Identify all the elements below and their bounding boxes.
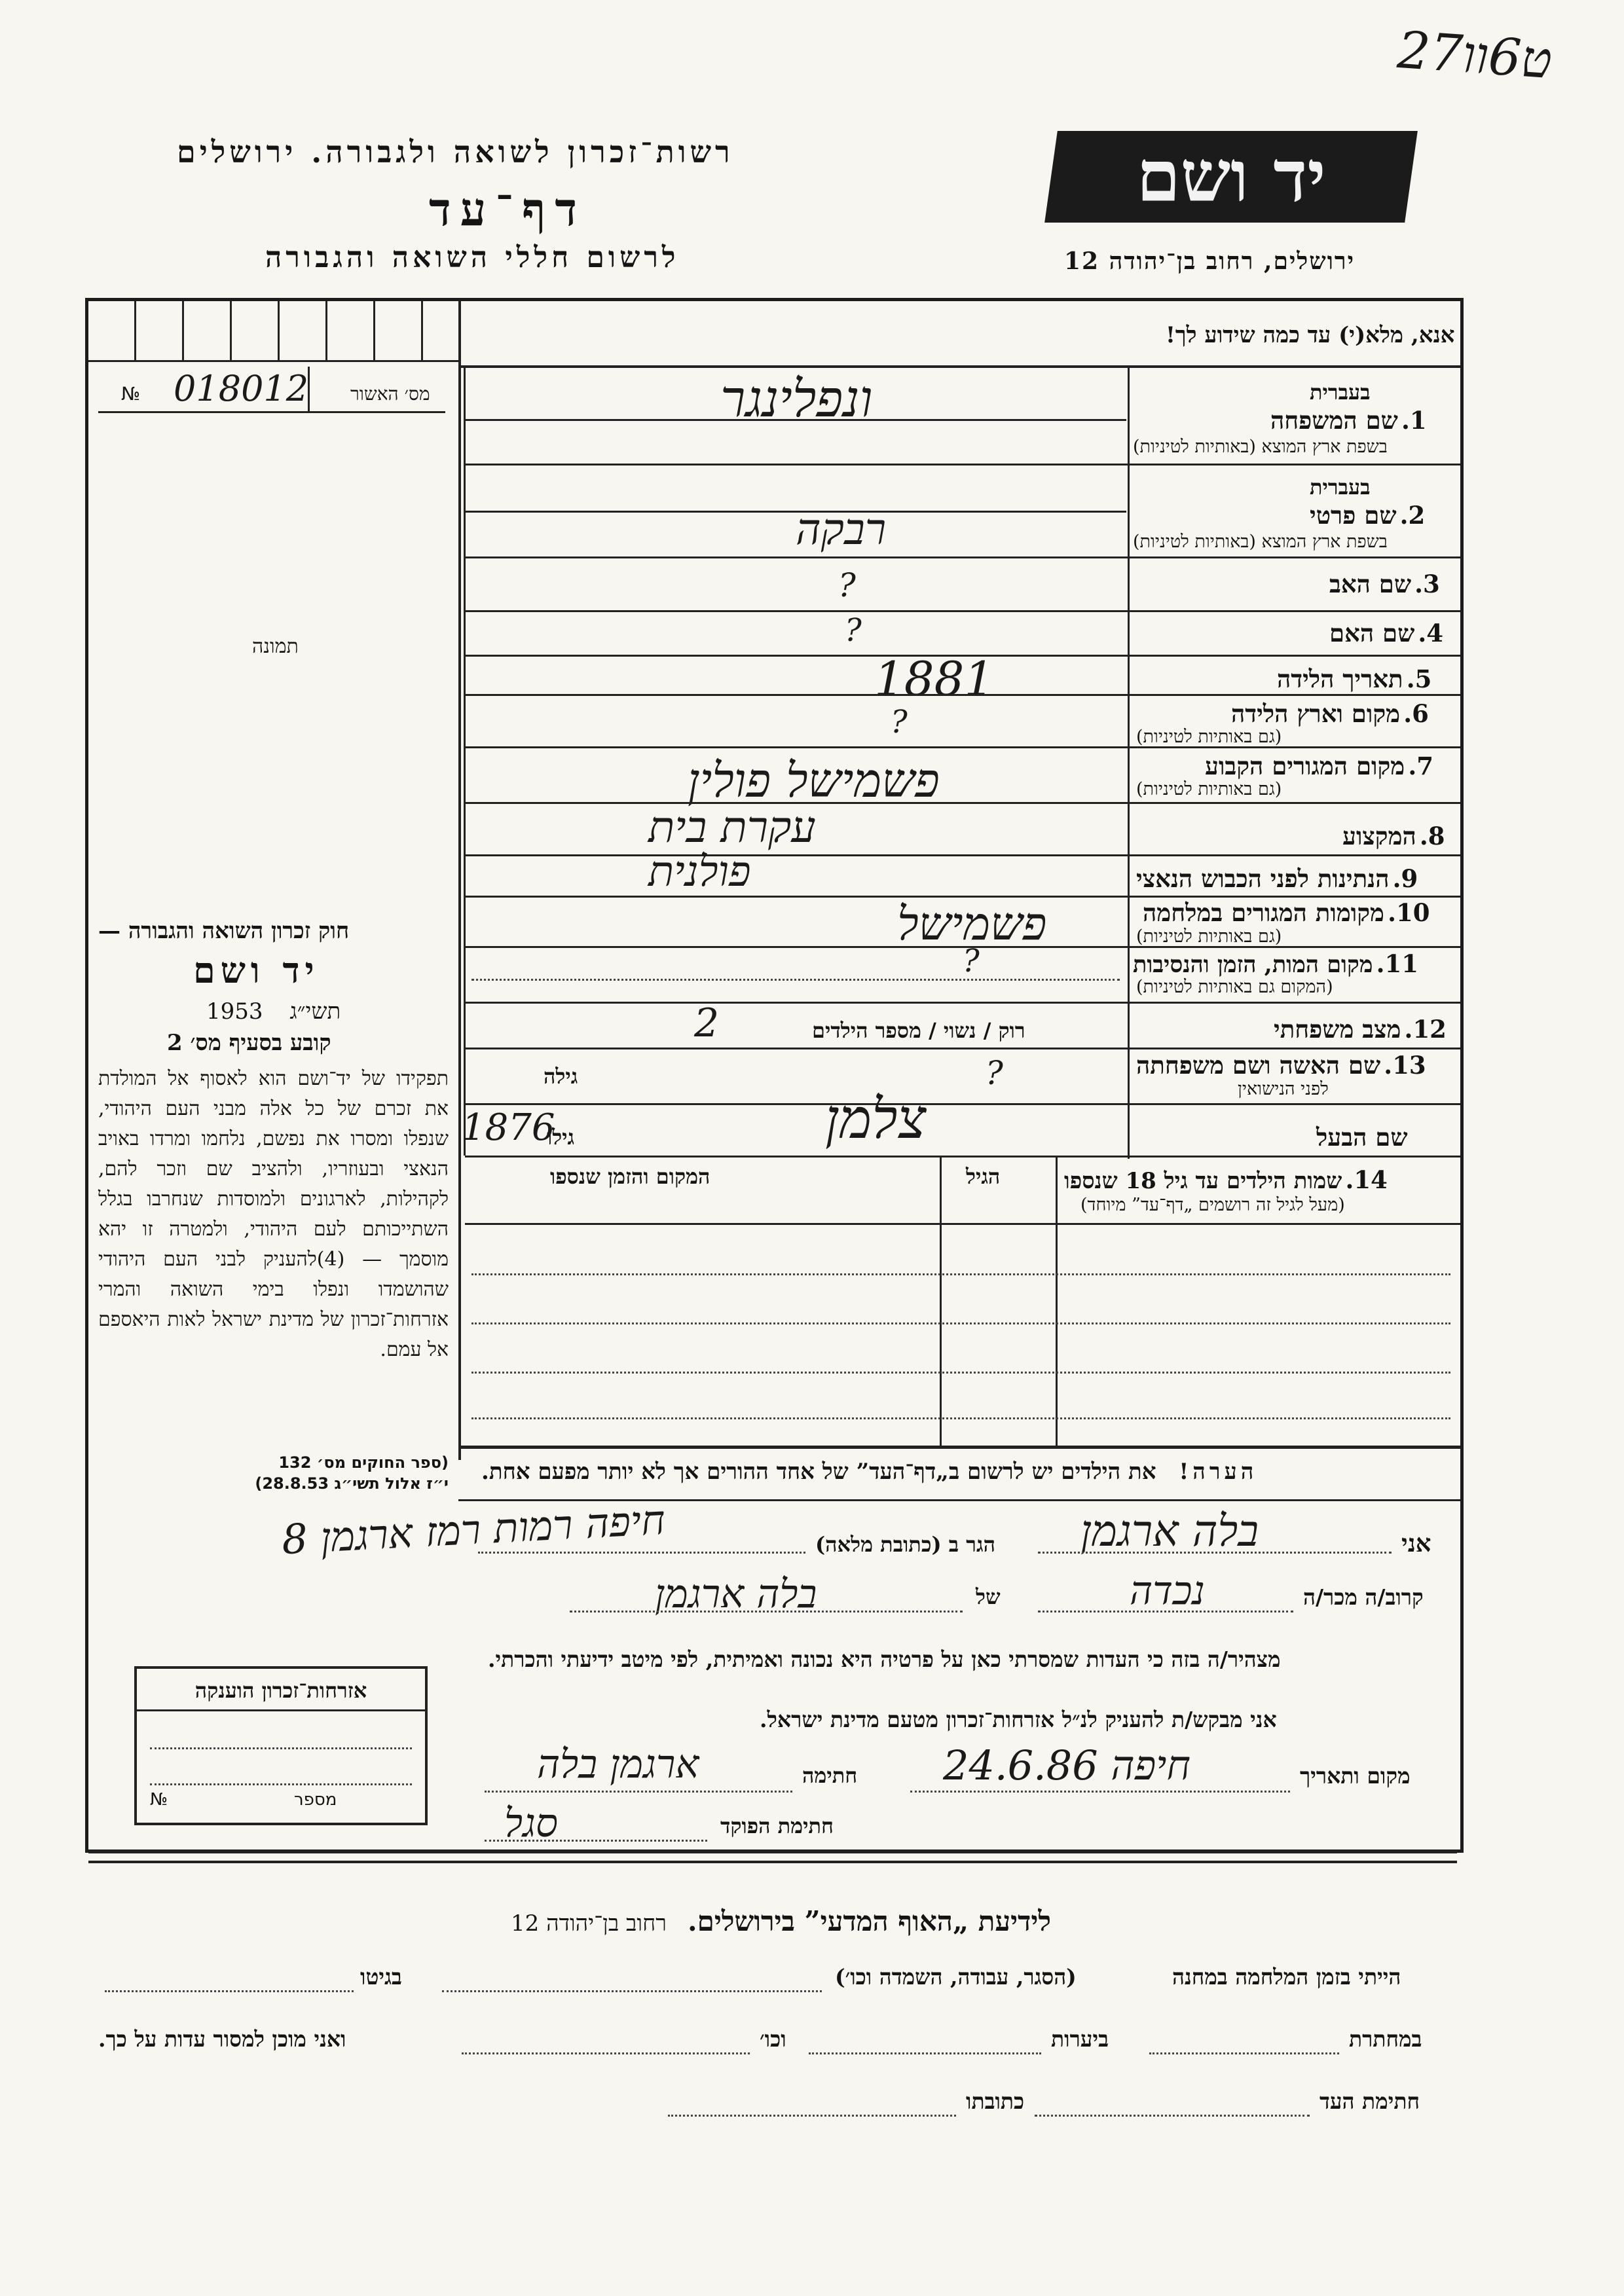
photo-label: תמונה (252, 635, 299, 658)
field9-title: הנתינות לפני הכבוש הנאצי (1136, 864, 1390, 893)
field7-label (1205, 752, 1433, 781)
field8-label (1342, 822, 1445, 851)
children-col-place: המקום והזמן שנספו (550, 1164, 710, 1189)
law-source-date: י״ז אלול תשי״ג 28.8.53) (255, 1474, 449, 1493)
law-body: תפקידו של יד־ושם הוא לאסוף אל המולדת את זכרם של כל אלה מבני העם היהודי, שנפלו ומסרו את נפשם, נלחמו ומרדו באויב הנאצי ובעוזריו, ולהציב שם וזכר להם, לקהילות, לארגונים ולמוסדות שנחרבו בגלל השתייכותם לעם היהודי, ולמטרה זו יהא מוסמך — (4)להעניק לבני העם היהודי שהושמדו ונפלו בימי השואה והמרי אזרחות־זכרון של מדינת ישראל לאות היאספם אל עמם. (98, 1067, 449, 1361)
field2-value: רבקה (796, 504, 887, 555)
declarant-name-dots (1038, 1552, 1392, 1554)
field12-options: רוק / נשוי / מספר הילדים (812, 1018, 1025, 1043)
field10-sub: (גם באותיות לטיניות) (1136, 926, 1282, 947)
footer-separator-2 (88, 1861, 1457, 1863)
children-row-4 (471, 1417, 1450, 1419)
footer-l3-dots-1 (1035, 2115, 1310, 2117)
field12-value: 2 (694, 1000, 720, 1046)
field1-number: 1. (1401, 406, 1427, 435)
field4-title: שם האם (1329, 619, 1415, 647)
field12-line (465, 1048, 1460, 1049)
label-column-divider (1128, 367, 1130, 1159)
declarant-resides-label: הגר ב (כתובת מלאה) (815, 1532, 995, 1557)
husband-age: 1876 (462, 1106, 555, 1149)
husband-label: שם הבעל (1316, 1123, 1408, 1152)
declarant-of-label: של (976, 1584, 1001, 1609)
field5-label (1277, 665, 1431, 694)
field11-dots (471, 979, 1120, 981)
law-year (206, 998, 341, 1025)
field11-value: ? (963, 943, 980, 979)
field1-value: ונפלינגר (720, 370, 873, 429)
field10-label (1143, 898, 1430, 928)
field5-number: 5. (1406, 665, 1432, 693)
field6-label (1231, 699, 1429, 729)
citizenship-box (134, 1666, 428, 1825)
field3-label (1329, 570, 1440, 599)
children-number: 14. (1345, 1165, 1388, 1194)
footer-l1-dots-1 (442, 1990, 822, 1992)
citizenship-dots-2 (150, 1783, 412, 1785)
children-col-label-divider (1056, 1157, 1058, 1446)
footer-l2-d: ואני מוכן למסור עדות על כך. (98, 2026, 346, 2052)
request-text: אני מבקש/ת להעניק לנ״ל אזרחות־זכרון מטעם מדינת ישראל. (760, 1707, 1277, 1732)
field13-value: ? (986, 1054, 1003, 1092)
field3-title: שם האב (1329, 570, 1412, 598)
signature-value: ארגמן בלה (537, 1741, 699, 1787)
footer-address: רחוב בן־יהודה 12 (511, 1910, 667, 1937)
logo-text: יד ושם (1136, 136, 1326, 218)
form-subtitle: לרשום חללי השואה והגבורה (265, 241, 680, 274)
children-title: שמות הילדים עד גיל 18 שנספו (1064, 1168, 1342, 1194)
footer-l2-a: במחתרת (1349, 2026, 1422, 2052)
declaration-text: מצהיר/ה בזה כי העדות שמסרתי כאן על פרטיה היא נכונה ואמיתית, לפי מיטב ידיעתי והכרתי. (488, 1647, 1281, 1672)
children-row-1 (471, 1273, 1450, 1275)
field12-title: מצב משפחתי (1274, 1015, 1401, 1044)
declarant-of-dots (570, 1611, 963, 1613)
children-row-2 (471, 1322, 1450, 1324)
field13-title: שם האשה ושם משפחתה (1136, 1051, 1381, 1080)
field4-value: ? (845, 612, 862, 649)
law-year-heb: תשי״ג (289, 998, 341, 1025)
field6-sub: (גם באותיות לטיניות) (1136, 727, 1282, 747)
field1-hebrew-tag: בעברית (1310, 380, 1371, 405)
field7-value: פשמישל פולין (688, 753, 940, 808)
field4-label (1329, 619, 1443, 648)
field1-sep (465, 464, 1460, 465)
field13-number: 13. (1384, 1051, 1426, 1080)
field13-age-label: גילה (544, 1064, 578, 1089)
field8-line (465, 854, 1460, 856)
footer-l2-dots-2 (809, 2052, 1041, 2054)
field1-line-a (465, 419, 1126, 421)
declarant-of-name: בלה ארגמן (655, 1571, 817, 1617)
authority-name: רשות־זכרון לשואה ולגבורה. ירושלים (177, 134, 734, 170)
husband-age-label: גילו (547, 1125, 575, 1150)
law-title: חוק זכרון השואה והגבורה — (98, 918, 350, 944)
field2-line-a (465, 511, 1126, 513)
field11-sub: (המקום גם באותיות לטיניות) (1136, 977, 1333, 997)
field6-title: מקום וארץ הלידה (1231, 699, 1401, 728)
footer-l2-c: וכו׳ (760, 2026, 786, 2052)
field1-label (1270, 406, 1427, 435)
registration-label: מס׳ האשור (350, 383, 430, 405)
official-signature-dots (485, 1840, 707, 1842)
field2-sub: בשפת ארץ המוצא (באותיות לטיניות) (1133, 532, 1388, 552)
children-col-age: הגיל (966, 1164, 1001, 1189)
citizenship-title: אזרחות־זכרון הוענקה (137, 1669, 425, 1711)
footer-l3-b: כתובתו (966, 2088, 1025, 2114)
registration-ticks (88, 301, 458, 362)
declarant-name: בלה ארגמן (1080, 1506, 1259, 1556)
field2-label (1310, 501, 1425, 530)
field11-label (1133, 949, 1418, 978)
citizenship-no: № (150, 1790, 168, 1810)
declarant-relative-label: קרוב/ה מכר/ה (1303, 1584, 1424, 1610)
field11-title: מקום המות, הזמן והנסיבות (1133, 951, 1373, 978)
declarant-relation: נכדה (1130, 1568, 1205, 1614)
field3-value: ? (838, 566, 856, 604)
field7-line (465, 802, 1460, 804)
registration-number: 018012 (174, 368, 309, 409)
note-text: את הילדים יש לרשום ב„דף־העד” של אחד ההורים אך לא יותר מפעם אחת. (481, 1459, 1156, 1485)
footer-title-row (511, 1905, 1051, 1938)
values-column-left (464, 367, 466, 1156)
header-address: ירושלים, רחוב בן־יהודה 12 (1064, 247, 1356, 275)
field13-sub: לפני הנישואין (1238, 1079, 1329, 1099)
note-top-line (458, 1447, 1460, 1449)
field12-label (1274, 1015, 1447, 1044)
field7-title: מקום המגורים הקבוע (1205, 752, 1405, 780)
footer-l1-a: הייתי בזמן המלחמה במחנה (1172, 1964, 1401, 1990)
footer-l2-dots-1 (1149, 2052, 1339, 2054)
field9-number: 9. (1392, 864, 1418, 893)
left-column-divider (458, 301, 461, 1460)
field7-sub: (גם באותיות לטיניות) (1136, 779, 1282, 799)
field10-title: מקומות המגורים במלחמה (1143, 898, 1384, 927)
registration-underline (98, 411, 445, 413)
signature-dots (485, 1791, 792, 1793)
citizenship-number-label: מספר (294, 1790, 337, 1810)
footer-separator-1 (88, 1851, 1457, 1853)
husband-name: צלמן (825, 1087, 927, 1151)
field1-title: שם המשפחה (1270, 406, 1398, 435)
footer-l1-c: בגיטו (360, 1964, 402, 1990)
archive-number: 27ט6וו (1395, 20, 1554, 91)
place-date-label: מקום ותאריך (1300, 1763, 1411, 1789)
field2-number: 2. (1399, 501, 1426, 530)
law-brand: יד ושם (193, 949, 320, 991)
declarant-i-label: אני (1401, 1529, 1431, 1558)
field4-number: 4. (1418, 619, 1444, 647)
footer-l1-b: (הסגר, עבודה, השמדה וכו׳) (835, 1964, 1077, 1990)
official-signature: סגל (504, 1800, 559, 1846)
official-signature-label: חתימת הפוקד (720, 1813, 834, 1838)
field13-label (1136, 1051, 1426, 1080)
field1-sub: בשפת ארץ המוצא (באותיות לטיניות) (1133, 437, 1388, 457)
field3-number: 3. (1414, 570, 1440, 598)
citizenship-dots-1 (150, 1747, 412, 1749)
declarant-address: חיפה רמות רמז ארגמן 8 (280, 1495, 667, 1564)
law-year-num: 1953 (206, 998, 263, 1025)
field8-number: 8. (1419, 822, 1445, 850)
field8-title: המקצוע (1342, 822, 1416, 850)
yad-vashem-logo (1044, 131, 1418, 223)
registration-tick (308, 367, 310, 411)
place-date-value: חיפה 24.6.86 (943, 1741, 1191, 1789)
children-col-age-divider (940, 1157, 942, 1446)
place-date-dots (910, 1791, 1290, 1793)
field12-number: 12. (1404, 1015, 1447, 1044)
field6-number: 6. (1403, 699, 1429, 728)
children-header-line (465, 1223, 1460, 1225)
children-label (1064, 1165, 1388, 1194)
law-clause: קובע בסעיף מס׳ 2 (167, 1030, 331, 1056)
declarant-relation-dots (1038, 1611, 1293, 1613)
declarant-address-dots (478, 1552, 805, 1554)
intro-separator (458, 365, 1460, 368)
field6-value: ? (891, 704, 908, 740)
field5-title: תאריך הלידה (1277, 665, 1403, 693)
footer-l3-a: חתימת העד (1320, 2088, 1420, 2114)
field3-line (465, 610, 1460, 612)
footer-l2-dots-3 (462, 2052, 750, 2054)
field10-value: פשמישל (897, 897, 1047, 951)
law-source: (ספר החוקים מס׳ 132 (278, 1453, 449, 1472)
footer-title: לידיעת „האוף המדעי” בירושלים. (688, 1905, 1051, 1937)
field13-line (465, 1103, 1460, 1105)
registration-no-sign: № (121, 383, 141, 405)
field5-value: 1881 (874, 651, 995, 706)
note (481, 1459, 1257, 1485)
field9-label (1136, 864, 1418, 894)
husband-line (465, 1156, 1460, 1157)
intro-text: אנא, מלא(י) עד כמה שידוע לך! (1166, 322, 1455, 348)
form-title: דף־עד (429, 182, 587, 236)
field7-number: 7. (1408, 752, 1433, 780)
field2-line-b (465, 556, 1460, 558)
footer-l3-dots-2 (668, 2115, 956, 2117)
field5-line (465, 694, 1460, 696)
field2-title: שם פרטי (1310, 501, 1397, 530)
field11-line (465, 1002, 1460, 1004)
field8-value: עקרת בית (648, 802, 816, 852)
field6-line (465, 746, 1460, 748)
field9-value: פולנית (648, 848, 751, 896)
children-sub: (מעל לגיל זה רושמים „דף־עד” מיוחד) (1080, 1195, 1345, 1215)
footer-l2-b: ביערות (1051, 2026, 1109, 2052)
signature-label: חתימה (802, 1763, 858, 1788)
field10-number: 10. (1388, 898, 1430, 927)
field2-hebrew-tag: בעברית (1310, 475, 1371, 500)
note-label: הערה! (1179, 1459, 1258, 1485)
children-row-3 (471, 1372, 1450, 1374)
field11-number: 11. (1376, 949, 1418, 978)
footer-l1-dots-2 (105, 1990, 354, 1992)
